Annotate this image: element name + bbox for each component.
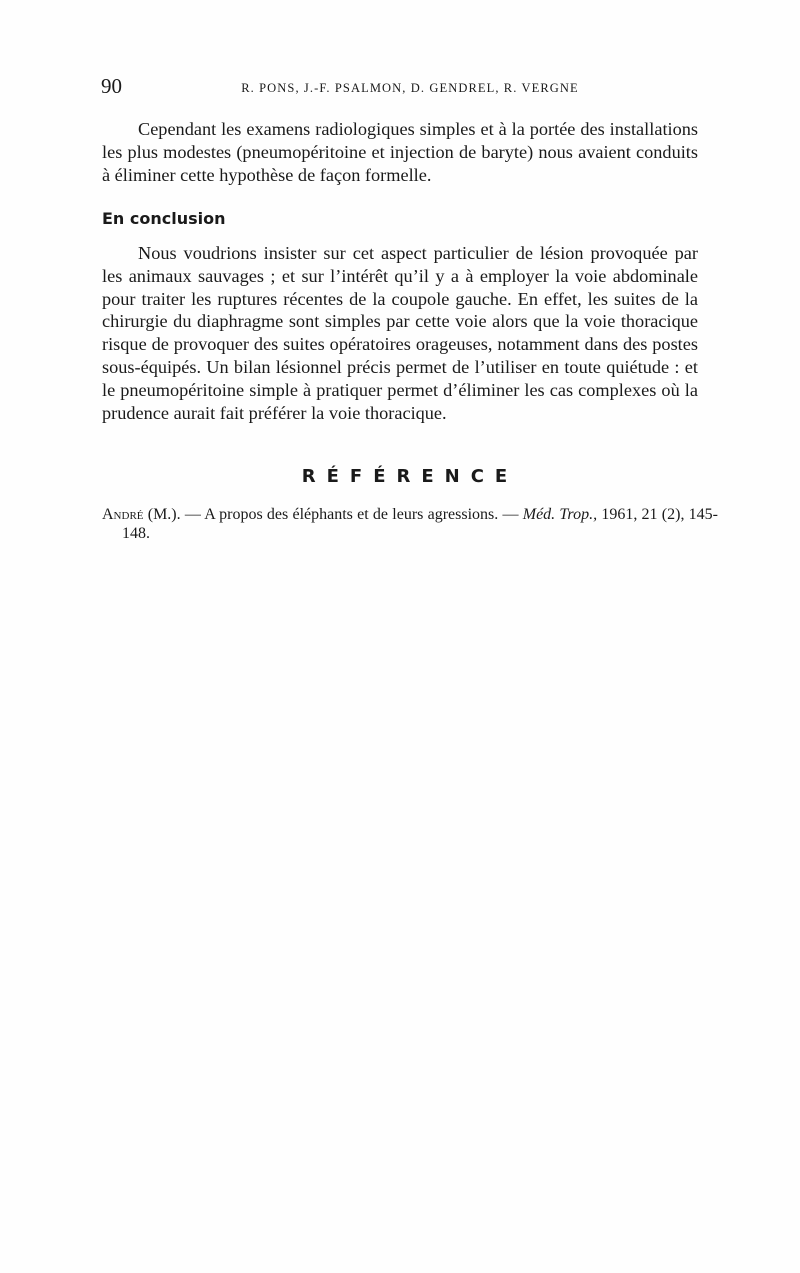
- running-head-authors: R. PONS, J.-F. PSALMON, D. GENDREL, R. VERGNE: [241, 81, 579, 95]
- page-header: [101, 74, 699, 104]
- reference-author: André: [102, 506, 144, 523]
- section-heading-reference: RÉFÉRENCE: [301, 466, 519, 487]
- reference-journal: Méd. Trop.,: [522, 506, 598, 523]
- paragraph-conclusion: Nous voudrions insister sur cet aspect particulier de lésion provoquée par les animaux sauvages ; et sur l’intérêt qu’il y a à employer la voie abdominale pour traiter les ruptures récentes de la coupole gauche. En effet, les suites de la chirurgie du diaphragme sont simples par cette voie alors que la voie thoracique risque de provoquer des suites opératoires orageuses, notamment dans des postes sous-équipés. Un bilan lésionnel précis permet de l’utiliser en toute quiétude : et le pneumopéritoine simple à pratiquer permet d’éliminer les cas complexes où la prudence aurait fait préférer la voie thoracique.: [102, 243, 698, 423]
- page-number: 90: [101, 74, 122, 98]
- reference-entry: [102, 506, 718, 543]
- section-heading-conclusion: En conclusion: [102, 209, 226, 228]
- reference-details: 1961, 21 (2), 145-148.: [122, 506, 719, 542]
- paragraph-radiology: Cependant les examens radiologiques simples et à la portée des installations les plus modestes (pneumopéritoine et injection de baryte) nous avaient conduits à éliminer cette hypothèse de façon formelle.: [102, 119, 698, 185]
- reference-title: (M.). — A propos des éléphants et de leurs agressions. —: [143, 506, 523, 523]
